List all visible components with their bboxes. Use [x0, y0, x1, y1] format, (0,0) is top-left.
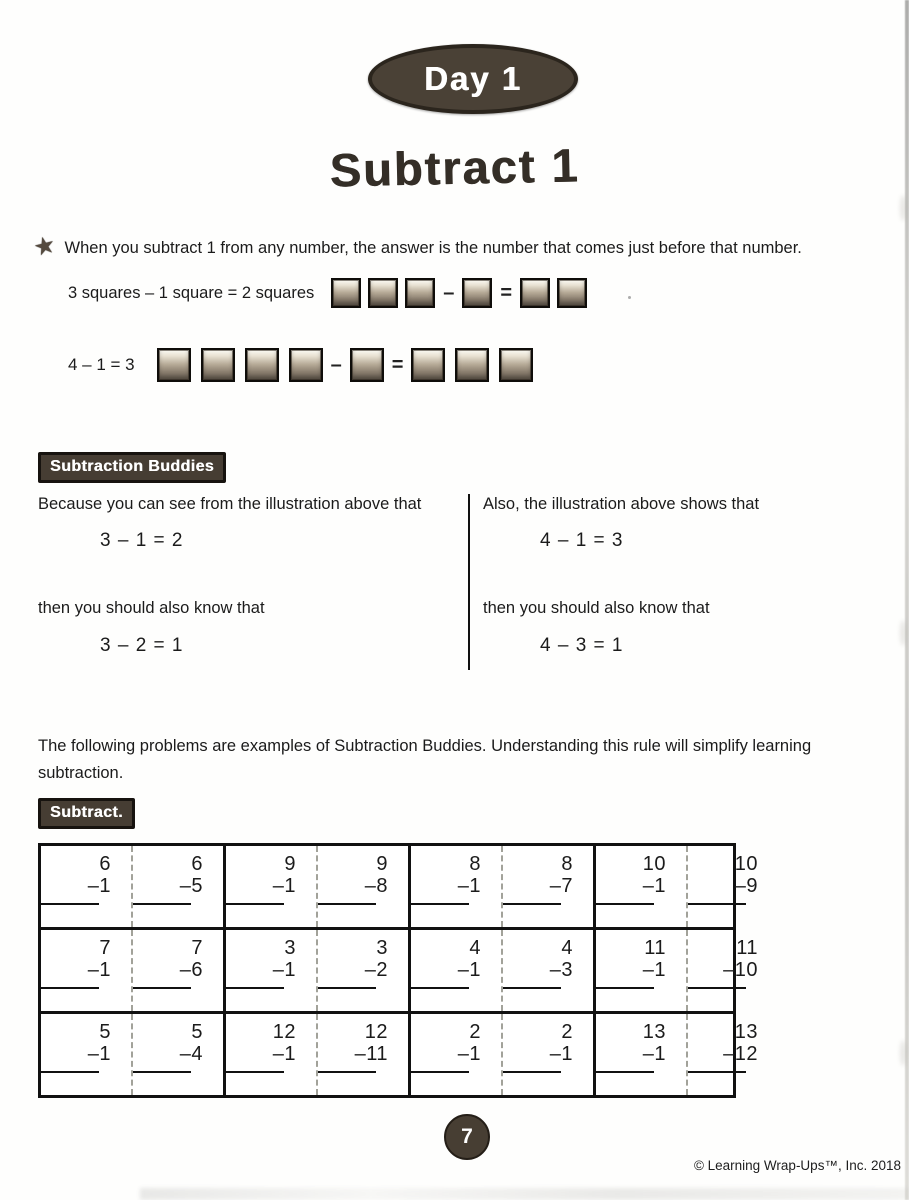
problem-slot	[411, 1014, 503, 1095]
table-cell	[223, 930, 408, 1011]
scan-smudge	[900, 195, 906, 221]
subtraction-problem	[41, 1021, 131, 1073]
subtrahend: –1	[87, 1043, 111, 1066]
minuend: 4	[469, 937, 481, 959]
table-cell	[593, 846, 778, 927]
difference-squares	[520, 278, 587, 308]
buddies-right-line2: then you should also know that	[483, 599, 710, 618]
square-tile	[411, 348, 445, 382]
problem-slot	[318, 846, 408, 927]
subtrahend-squares	[462, 278, 492, 308]
subtraction-problem	[411, 1021, 501, 1073]
square-tile	[462, 278, 492, 308]
square-tile	[455, 348, 489, 382]
subtraction-problem	[41, 937, 131, 989]
answer-line	[503, 1071, 561, 1073]
answer-line	[596, 987, 654, 989]
subtraction-problem	[133, 1021, 223, 1073]
page-number: 7	[461, 1125, 473, 1148]
minus-sign: –	[330, 354, 342, 376]
problem-slot	[133, 930, 223, 1011]
square-tile	[157, 348, 191, 382]
answer-line	[688, 903, 746, 905]
problem-slot	[411, 846, 503, 927]
intro-paragraph: The following problems are examples of Subtraction Buddies. Understanding this rule will simplify learning subtraction.	[38, 737, 812, 782]
equals-sign: =	[391, 354, 404, 376]
answer-line	[41, 987, 99, 989]
answer-line	[41, 903, 99, 905]
subtraction-problem	[503, 1021, 593, 1073]
problem-slot	[503, 1014, 593, 1095]
table-cell	[593, 1014, 778, 1095]
minuend: 2	[469, 1021, 481, 1043]
buddies-left-eq2: 3 – 2 = 1	[100, 634, 184, 656]
subtrahend: –12	[723, 1043, 758, 1066]
problem-slot	[596, 846, 688, 927]
subtrahend: –1	[457, 959, 481, 982]
subtraction-buddies-label: Subtraction Buddies	[38, 452, 226, 483]
square-tile	[557, 278, 587, 308]
subtraction-problem	[411, 853, 501, 905]
minuend-squares	[157, 348, 323, 382]
scan-smudge	[900, 620, 906, 646]
answer-line	[318, 903, 376, 905]
subtrahend: –9	[734, 875, 758, 898]
subtrahend: –2	[364, 959, 388, 982]
table-cell	[41, 930, 223, 1011]
subtrahend: –1	[642, 1043, 666, 1066]
minuend: 9	[376, 853, 388, 875]
subtraction-problem	[596, 853, 686, 905]
minuend: 13	[734, 1021, 758, 1043]
minuend: 10	[642, 853, 666, 875]
subtrahend: –7	[549, 875, 573, 898]
scan-dot-artifact	[628, 296, 631, 299]
problem-slot	[596, 930, 688, 1011]
problem-slot	[41, 930, 133, 1011]
table-row	[41, 927, 758, 1011]
subtraction-problem	[411, 937, 501, 989]
subtraction-problem	[688, 937, 778, 989]
table-row	[41, 1011, 758, 1095]
scan-smudge	[900, 1040, 906, 1066]
square-tile	[201, 348, 235, 382]
minuend: 11	[736, 937, 758, 959]
square-tile	[499, 348, 533, 382]
answer-line	[133, 903, 191, 905]
table-cell	[408, 930, 593, 1011]
difference-squares	[411, 348, 533, 382]
minuend: 11	[644, 937, 666, 959]
minuend: 7	[99, 937, 111, 959]
square-tile	[405, 278, 435, 308]
buddies-section	[38, 494, 880, 670]
buddies-left-eq1: 3 – 1 = 2	[100, 530, 184, 552]
square-tile	[368, 278, 398, 308]
answer-line	[318, 1071, 376, 1073]
minuend: 12	[364, 1021, 388, 1043]
answer-line	[688, 1071, 746, 1073]
minuend: 8	[561, 853, 573, 875]
subtract-label: Subtract.	[38, 798, 135, 829]
illustration-squares-2	[68, 348, 533, 382]
problem-slot	[226, 930, 318, 1011]
subtraction-problem	[318, 1021, 408, 1073]
answer-line	[411, 903, 469, 905]
answer-line	[226, 987, 284, 989]
subtraction-problem	[133, 937, 223, 989]
problem-slot	[596, 1014, 688, 1095]
buddies-left-line1: Because you can see from the illustration above that	[38, 495, 422, 513]
table-cell	[408, 1014, 593, 1095]
problem-slot	[318, 930, 408, 1011]
subtraction-problem	[133, 853, 223, 905]
subtrahend: –1	[642, 875, 666, 898]
page-number-badge	[444, 1114, 490, 1160]
minuend: 3	[376, 937, 388, 959]
rule-line	[30, 230, 898, 263]
subtraction-problem	[226, 1021, 316, 1073]
problem-slot	[688, 930, 778, 1011]
answer-line	[133, 1071, 191, 1073]
square-tile	[245, 348, 279, 382]
scan-edge-right	[905, 0, 909, 1200]
illustration-squares-1	[68, 278, 587, 308]
minuend: 4	[561, 937, 573, 959]
minuend: 13	[642, 1021, 666, 1043]
subtrahend: –1	[457, 1043, 481, 1066]
subtrahend: –5	[179, 875, 203, 898]
subtrahend-squares	[350, 348, 384, 382]
buddies-right-column	[470, 494, 880, 670]
answer-line	[226, 1071, 284, 1073]
answer-line	[688, 987, 746, 989]
table-cell	[41, 846, 223, 927]
subtrahend: –10	[723, 959, 758, 982]
square-tile	[289, 348, 323, 382]
subtraction-problem	[318, 937, 408, 989]
subtraction-problem	[318, 853, 408, 905]
subtrahend: –1	[642, 959, 666, 982]
subtrahend: –6	[179, 959, 203, 982]
minuend: 8	[469, 853, 481, 875]
illustration-1-label: 3 squares – 1 square = 2 squares	[68, 283, 315, 302]
buddies-right-eq1: 4 – 1 = 3	[540, 530, 624, 552]
minuend: 2	[561, 1021, 573, 1043]
subtraction-problem	[503, 937, 593, 989]
problem-slot	[133, 1014, 223, 1095]
answer-line	[596, 1071, 654, 1073]
table-row	[41, 846, 758, 927]
subtrahend: –1	[549, 1043, 573, 1066]
problem-slot	[41, 846, 133, 927]
answer-line	[133, 987, 191, 989]
subtrahend: –1	[272, 959, 296, 982]
problem-slot	[503, 846, 593, 927]
scan-edge-bottom	[140, 1188, 909, 1200]
subtraction-problem	[226, 937, 316, 989]
table-cell	[223, 1014, 408, 1095]
problem-slot	[688, 1014, 778, 1095]
subtraction-problem	[688, 853, 778, 905]
answer-line	[41, 1071, 99, 1073]
subtraction-problem	[688, 1021, 778, 1073]
minuend-squares	[331, 278, 435, 308]
answer-line	[411, 987, 469, 989]
minuend: 7	[191, 937, 203, 959]
square-tile	[520, 278, 550, 308]
minuend: 9	[284, 853, 296, 875]
subtraction-problem	[596, 937, 686, 989]
problems-table	[38, 843, 758, 1098]
subtraction-problem	[226, 853, 316, 905]
problem-slot	[41, 1014, 133, 1095]
table-cell	[41, 1014, 223, 1095]
minuend: 12	[272, 1021, 296, 1043]
problem-slot	[503, 930, 593, 1011]
buddies-right-line1: Also, the illustration above shows that	[483, 495, 760, 513]
page-title: Subtract 1	[329, 138, 580, 197]
subtrahend: –1	[87, 959, 111, 982]
table-cell	[593, 930, 778, 1011]
minuend: 5	[191, 1021, 203, 1043]
table-cell	[223, 846, 408, 927]
subtrahend: –1	[272, 1043, 296, 1066]
square-tile	[350, 348, 384, 382]
answer-line	[503, 903, 561, 905]
problem-slot	[226, 1014, 318, 1095]
buddies-left-line2: then you should also know that	[38, 599, 265, 618]
subtrahend: –4	[179, 1043, 203, 1066]
subtrahend: –1	[457, 875, 481, 898]
answer-line	[226, 903, 284, 905]
day-badge	[368, 44, 578, 114]
day-badge-label: Day 1	[423, 60, 523, 97]
minus-sign: –	[443, 282, 455, 304]
subtraction-problem	[41, 853, 131, 905]
square-tile	[331, 278, 361, 308]
copyright-notice: © Learning Wrap-Ups™, Inc. 2018	[693, 1158, 901, 1173]
star-icon: ★	[30, 230, 59, 263]
minuend: 3	[284, 937, 296, 959]
problem-slot	[133, 846, 223, 927]
problem-slot	[226, 846, 318, 927]
answer-line	[596, 903, 654, 905]
buddies-left-column	[38, 494, 468, 670]
equals-sign: =	[500, 282, 513, 304]
table-cell	[408, 846, 593, 927]
subtrahend: –1	[87, 875, 111, 898]
subtrahend: –3	[549, 959, 573, 982]
problem-slot	[411, 930, 503, 1011]
subtrahend: –1	[272, 875, 296, 898]
problem-slot	[688, 846, 778, 927]
minuend: 6	[191, 853, 203, 875]
subtrahend: –11	[354, 1043, 388, 1066]
illustration-2-label: 4 – 1 = 3	[68, 355, 135, 374]
subtrahend: –8	[364, 875, 388, 898]
buddies-right-eq2: 4 – 3 = 1	[540, 634, 624, 656]
minuend: 5	[99, 1021, 111, 1043]
problem-slot	[318, 1014, 408, 1095]
rule-text: When you subtract 1 from any number, the answer is the number that comes just before that number.	[64, 239, 802, 257]
answer-line	[503, 987, 561, 989]
minuend: 10	[734, 853, 758, 875]
subtraction-problem	[596, 1021, 686, 1073]
answer-line	[411, 1071, 469, 1073]
answer-line	[318, 987, 376, 989]
subtraction-problem	[503, 853, 593, 905]
minuend: 6	[99, 853, 111, 875]
